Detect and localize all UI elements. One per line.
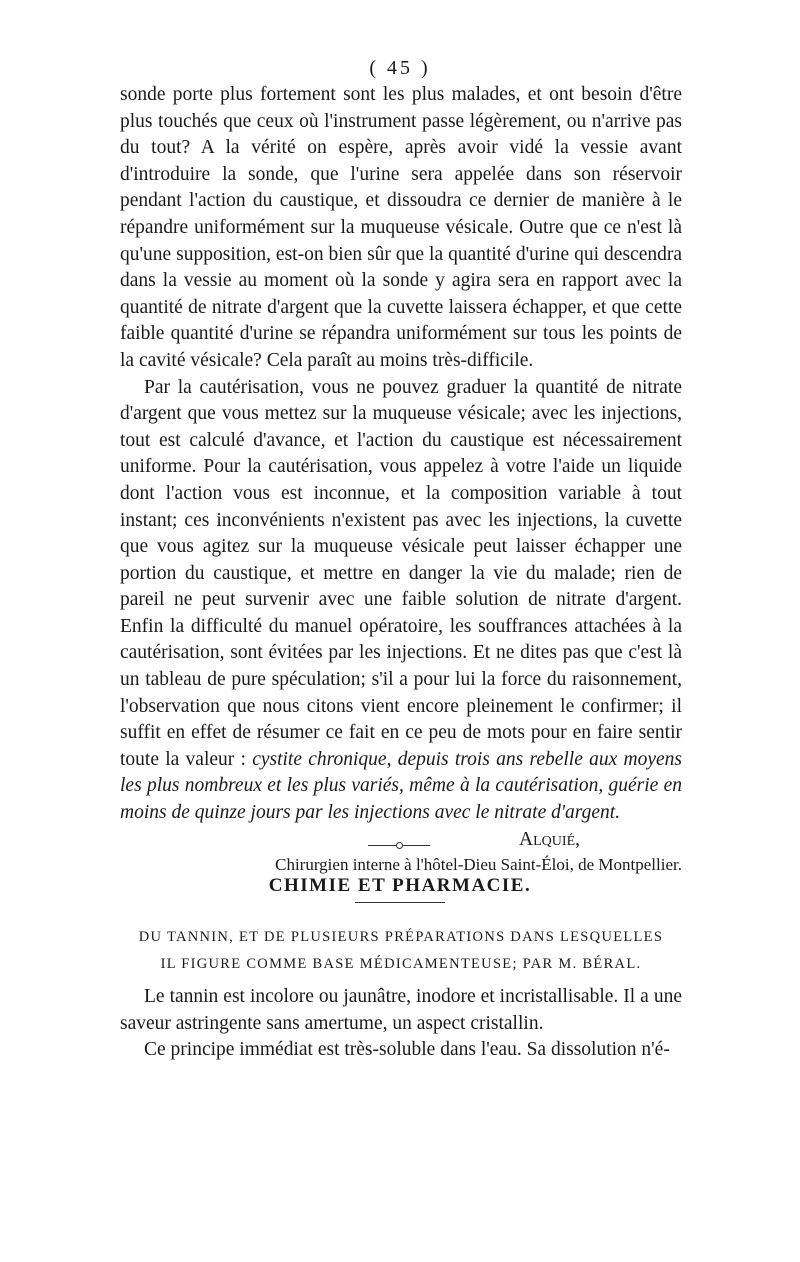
signature-affiliation: Chirurgien interne à l'hôtel-Dieu Saint-Éloi, de Montpellier.	[275, 855, 682, 875]
italic-summary: cystite chronique, depuis trois ans rebelle aux moyens les plus nombreux et les plus variés, même à la cautérisation, guérie en moins de quinze jours par les injections avec le nitrate d'argent.	[120, 748, 683, 824]
page-number: ( 45 )	[369, 57, 431, 79]
article-title	[118, 924, 684, 978]
heading-underline	[355, 902, 445, 903]
section-divider-ornament	[396, 842, 403, 849]
paragraph-text: Par la cautérisation, vous ne pouvez graduer la quantité de nitrate d'argent que vous mettez sur la muqueuse vésicale; avec les injections, tout est calculé d'avance, et l'action du caustique est nécessairement uniforme. Pour la cautérisation, vous appelez à votre l'aide un liquide dont l'action vous est inconnue, et la composition variable à tout instant; ces inconvénients n'existent pas avec les injections, la cuvette que vous agitez sur la muqueuse vésicale peut laisser échapper une portion du caustique, et mettre en danger la vie du malade; rien de pareil ne peut survenir avec une faible solution de nitrate d'argent. Enfin la difficulté du manuel opératoire, les souffrances attachées à la cautérisation, sont évitées par les injections. Et ne dites pas que c'est là un tableau de pure spéculation; s'il a pour lui la force du raisonnement, l'observation que nous citons vient encore pleinement le confirmer; il suffit en effet de résumer ce fait en ce peu de mots pour en faire sentir toute la valeur :	[120, 376, 682, 770]
continuation-text-block	[120, 82, 682, 877]
paragraph: sonde porte plus fortement sont les plus malades, et ont besoin d'être plus touchés que ceux où l'instrument passe légèrement, ou n'arrive pas du tout? A la vérité on espère, après avoir vidé la vessie avant d'introduire la sonde, que l'urine sera appelée dans son réservoir pendant l'action du caustique, et dissoudra ce dernier de manière à le répandre uniformément sur la muqueuse vésicale. Outre que ce n'est là qu'une supposition, est-on bien sûr que la quantité d'urine qui descendra dans la vessie au moment où la sonde y agira sera en rapport avec la quantité de nitrate d'argent que la cuvette laissera échapper, et que cette faible quantité d'urine se répandra uniformément sur tous les points de la cavité vésicale? Cela paraît au moins très-difficile.	[120, 84, 682, 371]
paragraph	[120, 375, 682, 827]
section-heading: CHIMIE ET PHARMACIE.	[268, 875, 532, 896]
paragraph: Ce principe immédiat est très-soluble dans l'eau. Sa dissolution n'é-	[144, 1039, 670, 1061]
signature-name: Alquié,	[519, 828, 580, 850]
article-title-line: IL FIGURE COMME BASE MÉDICAMENTEUSE; PAR M. BÉRAL.	[160, 956, 642, 972]
paragraph: Le tannin est incolore ou jaunâtre, inodore et incristallisable. Il a une saveur astringente sans amertume, un aspect cristallin.	[120, 986, 682, 1034]
article-text-block	[120, 984, 682, 1064]
article-title-line: DU TANNIN, ET DE PLUSIEURS PRÉPARATIONS DANS LESQUELLES	[138, 929, 664, 945]
